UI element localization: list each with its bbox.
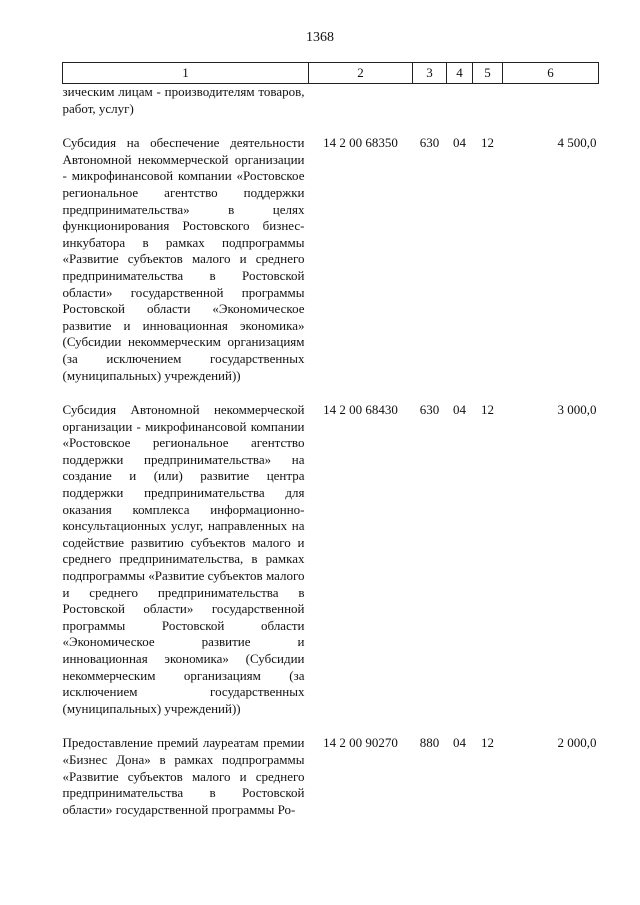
row-code [309,84,413,136]
row-col4: 04 [453,735,466,751]
row-col5: 12 [481,735,494,751]
row-amount: 4 500,0 [557,135,597,151]
row-description: Субсидия Автономной некоммерческой организации - микрофинансовой компании «Ростовское региональное агентство поддержки предпринимательства» на создание и (или) развитие центра поддержки предпринимательства для оказания комплекса информационно-консультационных услуг, направленных на содействие развитию субъектов малого и среднего предпринимательства, в рамках подпрограммы «Развитие субъектов малого и среднего предпринимательства в Ростовской области» государственной программы Ростовской области «Экономическое развитие и инновационная экономика» (Субсидии некоммерческим организациям (за исключением государственных (муниципальных) учреждений)) [62,402,305,716]
column-header-1: 1 [63,63,309,84]
row-col3: 880 [419,735,440,751]
row-col4: 04 [453,402,466,418]
row-code: 14 2 00 68350 [323,135,398,151]
row-col3: 630 [419,135,440,151]
row-code: 14 2 00 90270 [323,735,398,751]
column-header-2: 2 [309,63,413,84]
row-description: Предоставление премий лауреатам премии «Бизнес Дона» в рамках подпрограммы «Развитие субъектов малого и среднего предпринимательства в Ростовской области» государственной программы Ро- [62,735,305,817]
row-col5: 12 [481,402,494,418]
row-col3: 630 [419,402,440,418]
row-amount [503,84,599,136]
row-description: Субсидия на обеспечение деятельности Автономной некоммерческой организации - микрофинансовой компании «Ростовское региональное агентство поддержки предпринимательства» в целях функционирования Ростовского бизнес-инкубатора в рамках подпрограммы «Развитие субъектов малого и среднего предпринимательства в Ростовской области» государственной программы Ростовской области «Экономическое развитие и инновационная экономика» (Субсидии некоммерческим организациям (за исключением государственных (муниципальных) учреждений)) [62,135,305,383]
page-number: 1368 [306,30,334,45]
column-header-6: 6 [503,63,599,84]
row-code: 14 2 00 68430 [323,402,398,418]
table-row [63,735,599,836]
row-description: зическим лицам - производителям товаров, работ, услуг) [62,84,305,116]
row-col4: 04 [453,135,466,151]
row-col4 [447,84,473,136]
table-row [63,135,599,402]
table-header-row [63,63,599,84]
table-row [63,84,599,136]
row-col5 [473,84,503,136]
column-header-4: 4 [447,63,473,84]
row-amount: 2 000,0 [557,735,597,751]
column-header-3: 3 [413,63,447,84]
budget-table [62,62,599,836]
column-header-5: 5 [473,63,503,84]
row-col5: 12 [481,135,494,151]
table-row [63,402,599,735]
row-amount: 3 000,0 [557,402,597,418]
row-col3 [413,84,447,136]
